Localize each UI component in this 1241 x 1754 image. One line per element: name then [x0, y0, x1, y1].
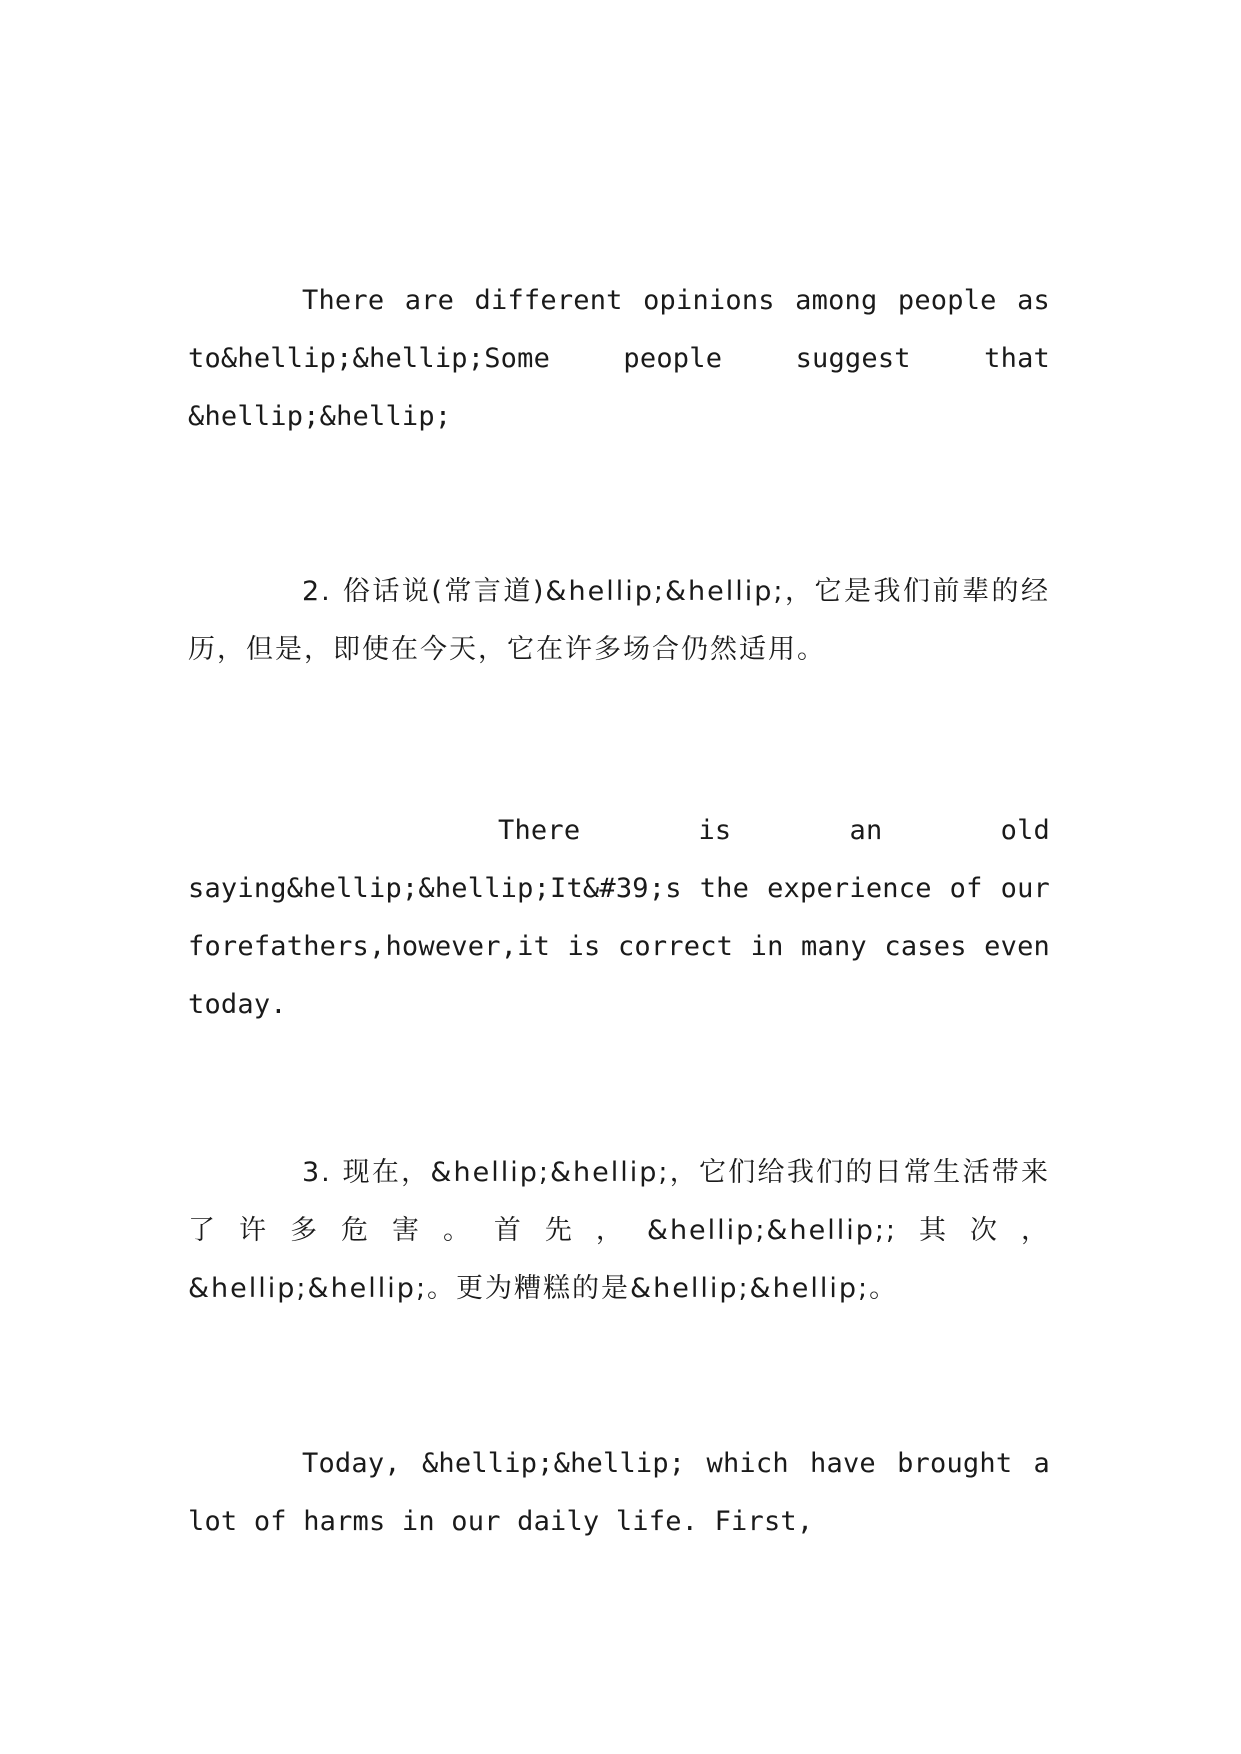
paragraph-saying-english: There is an old saying&hellip;&hellip;It&#39;s the experience of our forefathers,however,it is correct in many cases even today.	[188, 815, 1050, 1020]
paragraph-harms-english: Today, &hellip;&hellip; which have brought a lot of harms in our daily life. First,	[188, 1448, 1050, 1537]
paragraph-harms-chinese: 3. 现在，&hellip;&hellip;，它们给我们的日常生活带来了许多危害。首先，&hellip;&hellip;;其次，&hellip;&hellip;。更为糟糕的是&hellip;&hellip;。	[188, 1157, 1050, 1304]
paragraph-opinions-english: There are different opinions among people as to&hellip;&hellip;Some people suggest that &hellip;&hellip;	[188, 285, 1050, 432]
paragraph-saying-chinese: 2. 俗话说(常言道)&hellip;&hellip;，它是我们前辈的经历，但是，即使在今天，它在许多场合仍然适用。	[188, 576, 1050, 665]
